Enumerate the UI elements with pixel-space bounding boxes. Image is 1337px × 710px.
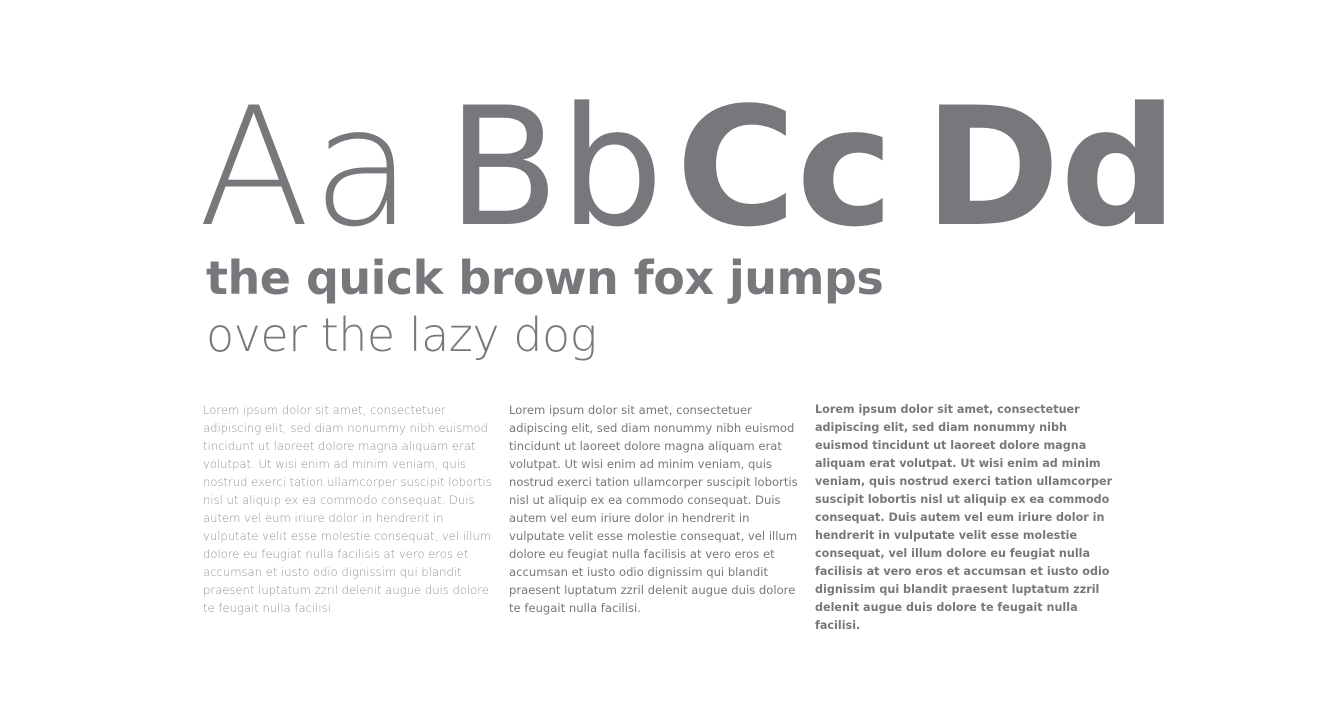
glyph-pair-bb: Bb: [447, 72, 664, 263]
glyph-pair-dd: Dd: [924, 72, 1178, 263]
glyph-pair-cc: Cc: [676, 72, 894, 263]
body-text-regular-column: Lorem ipsum dolor sit amet, consectetuer adipiscing elit, sed diam nonummy nibh euismod tincidunt ut laoreet dolore magna aliquam erat volutpat. Ut wisi enim ad minim veniam, quis nostrud exerci tation ullamcorper suscipit lobortis nisl ut aliquip ex ea commodo consequat. Duis autem vel eum iriure dolor in hendrerit in vulputate velit esse molestie consequat, vel illum dolore eu feugiat nulla facilisis at vero eros et accumsan et iusto odio dignissim qui blandit praesent luptatum zzril delenit augue duis dolore te feugait nulla facilisi.: [509, 403, 798, 615]
glyph-pair-aa: Aa: [198, 72, 415, 263]
body-text-bold-column: Lorem ipsum dolor sit amet, consectetuer adipiscing elit, sed diam nonummy nibh euismod tincidunt ut laoreet dolore magna aliquam erat volutpat. Ut wisi enim ad minim veniam, quis nostrud exerci tation ullamcorper suscipit lobortis nisl ut aliquip ex ea commodo consequat. Duis autem vel eum iriure dolor in hendrerit in vulputate velit esse molestie consequat, vel illum dolore eu feugiat nulla facilisis at vero eros et accumsan et iusto odio dignissim qui blandit praesent luptatum zzril delenit augue duis dolore te feugait nulla facilisi.: [815, 403, 1113, 632]
body-text-light-column: Lorem ipsum dolor sit amet, consectetuer adipiscing elit, sed diam nonummy nibh euismod tincidunt ut laoreet dolore magna aliquam erat volutpat. Ut wisi enim ad minim veniam, quis nostrud exerci tation ullamcorper suscipit lobortis nisl ut aliquip ex ea commodo consequat. Duis autem vel eum iriure dolor in hendrerit in vulputate velit esse molestie consequat, vel illum dolore eu feugiat nulla facilisis at vero eros et accumsan et iusto odio dignissim qui blandit praesent luptatum zzril delenit augue duis dolore te feugait nulla facilisi.: [203, 403, 492, 615]
headline-light: over the lazy dog: [206, 308, 597, 362]
headline-bold: the quick brown fox jumps: [206, 251, 884, 305]
